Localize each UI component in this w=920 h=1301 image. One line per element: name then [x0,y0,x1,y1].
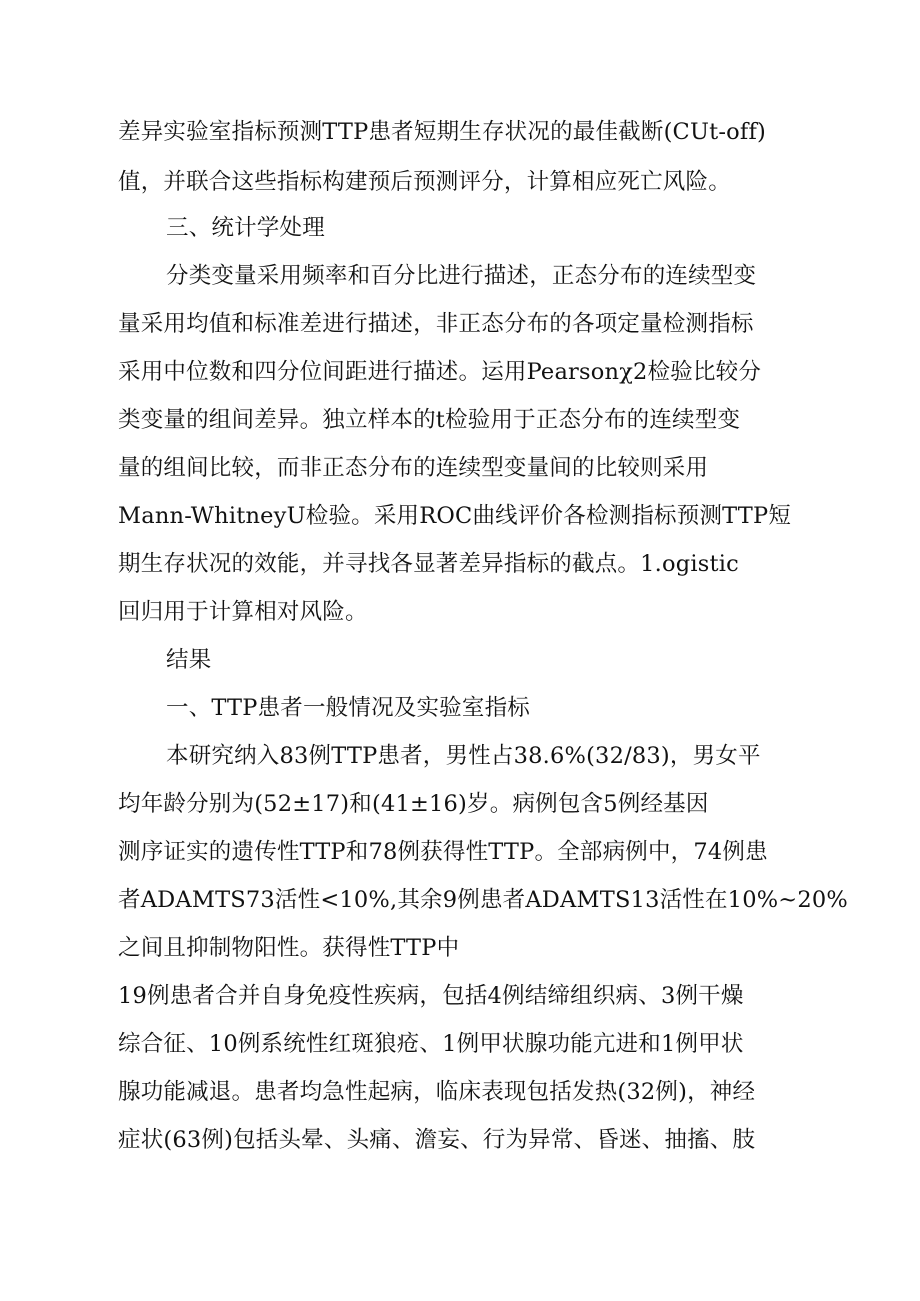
text-line: 均年龄分别为(52±17)和(41±16)岁。病例包含5例经基因 [118,791,709,817]
section-heading: 结果 [166,647,212,673]
text-line: 分类变量采用频率和百分比进行描述，正态分布的连续型变 [166,263,757,289]
text-line: 类变量的组间差异。独立样本的t检验用于正态分布的连续型变 [118,407,741,433]
text-line: 腺功能减退。患者均急性起病，临床表现包括发热(32例)，神经 [118,1079,756,1105]
text-line: 回归用于计算相对风险。 [118,599,368,625]
text-line: 者ADAMTS73活性<10%,其余9例患者ADAMTS13活性在10%~20% [118,887,848,913]
text-line: 本研究纳入83例TTP患者，男性占38.6%(32/83)，男女平 [166,743,761,769]
section-heading: 三、统计学处理 [166,215,325,241]
text-line: 之间且抑制物阳性。获得性TTP中 [118,935,460,961]
text-line: 19例患者合并自身免疫性疾病，包括4例结缔组织病、3例干燥 [118,983,744,1009]
text-line: 量采用均值和标准差进行描述，非正态分布的各项定量检测指标 [118,311,754,337]
text-line: Mann-WhitneyU检验。采用ROC曲线评价各检测指标预测TTP短 [118,503,792,529]
section-heading: 一、TTP患者一般情况及实验室指标 [166,695,530,721]
text-line: 期生存状况的效能，并寻找各显著差异指标的截点。1.ogistic [118,551,739,577]
text-line: 测序证实的遗传性TTP和78例获得性TTP。全部病例中，74例患 [118,839,768,865]
text-line: 差异实验室指标预测TTP患者短期生存状况的最佳截断(CUt-off) [118,119,766,145]
text-line: 量的组间比较，而非正态分布的连续型变量间的比较则采用 [118,455,709,481]
text-line: 症状(63例)包括头晕、头痛、澹妄、行为异常、昏迷、抽搐、肢 [118,1127,756,1153]
text-line: 值，并联合这些指标构建预后预测评分，计算相应死亡风险。 [118,169,731,195]
text-line: 综合征、10例系统性红斑狼疮、1例甲状腺功能亢进和1例甲状 [118,1031,744,1057]
text-line: 采用中位数和四分位间距进行描述。运用Pearsonχ2检验比较分 [118,359,762,385]
